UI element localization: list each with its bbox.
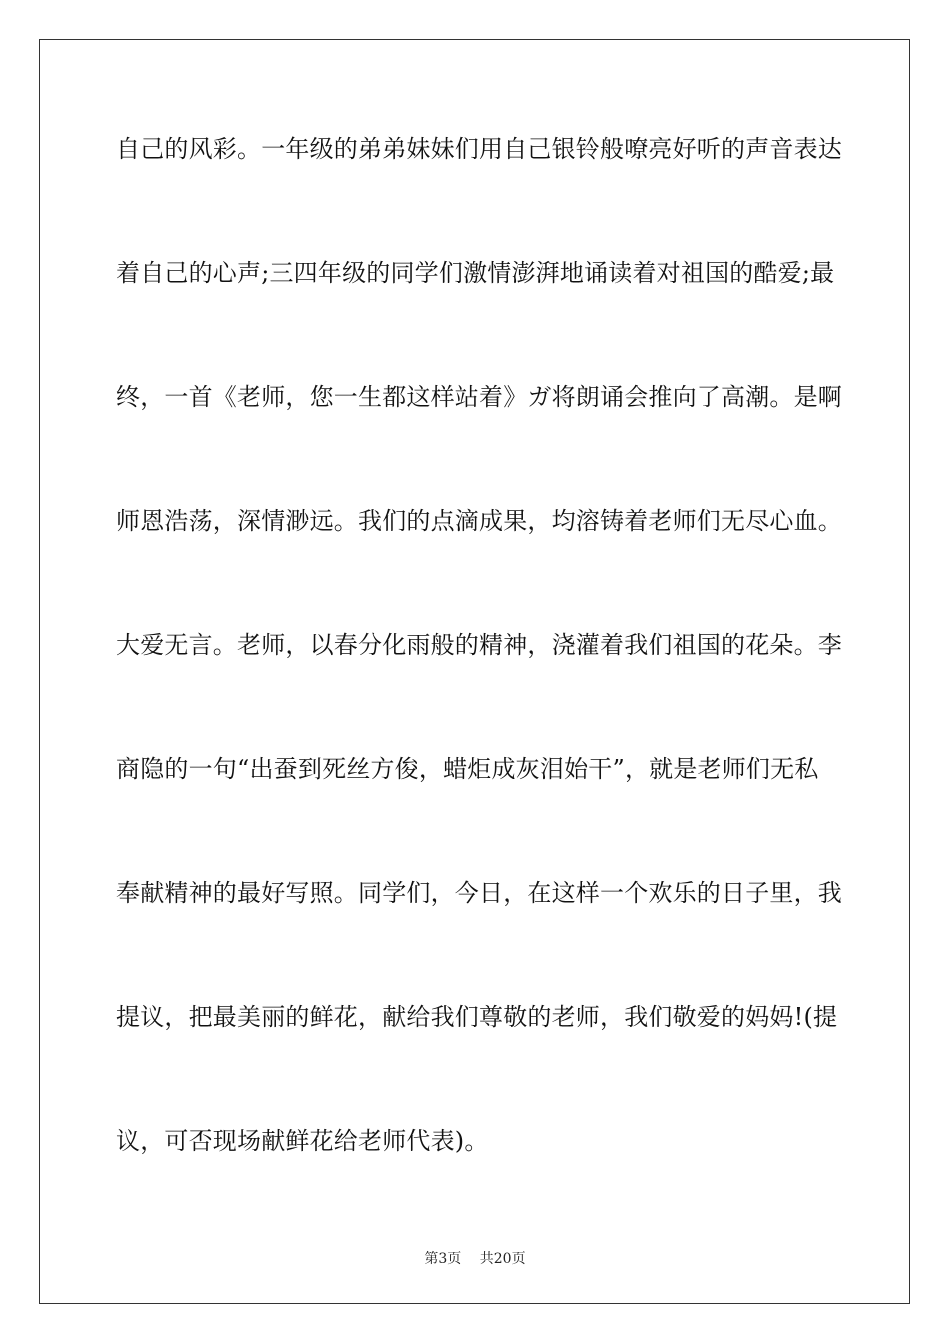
text-line-9: 议，可否现场献鲜花给老师代表)。 xyxy=(116,1127,489,1155)
document-body xyxy=(116,128,842,1244)
page-number-current: 第3页 xyxy=(424,1251,462,1267)
text-line-4: 师恩浩荡，深情渺远。我们的点滴成果，均溶铸着老师们无尽心血。 xyxy=(116,507,842,535)
page-number-total: 共20页 xyxy=(479,1251,526,1267)
text-line-3: 终，一首《老师，您一生都这样站着》ガ将朗诵会推向了高潮。是啊 xyxy=(116,383,842,411)
text-line-1: 自己的风彩。一年级的弟弟妹妹们用自己银铃般嘹亮好听的声音表达 xyxy=(116,135,842,163)
text-line-2: 着自己的心声;三四年级的同学们激情澎湃地诵读着对祖国的酷爱;最 xyxy=(116,259,835,287)
text-line-7: 奉献精神的最好写照。同学们，今日，在这样一个欢乐的日子里，我 xyxy=(116,879,842,907)
text-line-8: 提议，把最美丽的鲜花，献给我们尊敬的老师，我们敬爱的妈妈!(提 xyxy=(116,1003,838,1031)
text-line-5: 大爱无言。老师，以春分化雨般的精神，浇灌着我们祖国的花朵。李 xyxy=(116,631,842,659)
page-footer xyxy=(0,1249,950,1269)
text-line-6: 商隐的一句“出蚕到死丝方俊，蜡炬成灰泪始干”，就是老师们无私 xyxy=(116,755,819,783)
